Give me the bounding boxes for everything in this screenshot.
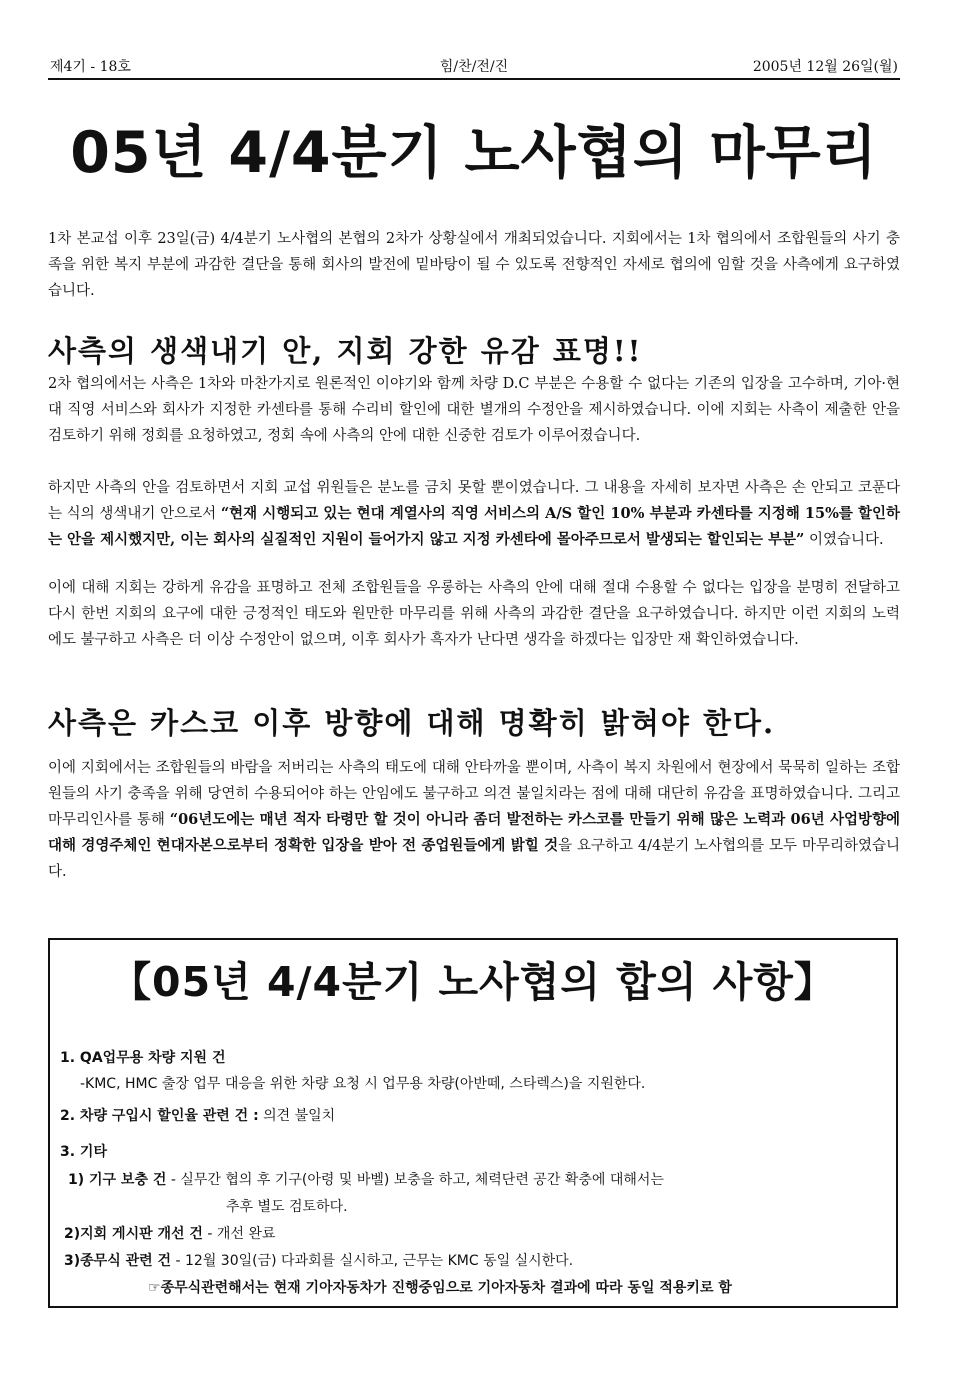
section2-p1-text-a: 이에 지회에서는 조합원들의 바람을 저버리는 사측의 태도에 대해 안타까울 뿐이며, 사측이 복지 차원에서 현장에서 묵묵히 일하는 조합원들의 사기 충족을 위해 당연히 수용되어야 하는 안임에도 불구하고 의견 불일치라는 점에 대해 대단히 유감을 표명하였습니다. 그리고 마무리인사를 통해 xyxy=(48,760,900,828)
section1-p2-text-a: 하지만 사측의 안을 검토하면서 지회 교섭 위원들은 분노를 금치 못할 뿐이였습니다. 그 내용을 자세히 보자면 사측은 손 안되고 코푼다는 식의 생색내기 안으로서 xyxy=(48,480,900,522)
section1-paragraph-3: 이에 대해 지회는 강하게 유감을 표명하고 전체 조합원들을 우롱하는 사측의 안에 대해 절대 수용할 수 없다는 입장을 분명히 전달하고 다시 한번 지회의 요구에 대한 긍정적인 태도와 원만한 마무리를 위해 사측의 과감한 결단을 요구하였습니다. 하지만 이런 지회의 노력에도 불구하고 사측은 더 이상 수정안이 없으며, 이후 회사가 흑자가 난다면 생각을 하겠다는 입장만 재 확인하였습니다. xyxy=(48,580,900,648)
agreement-sub-1: 1) 기구 보충 건 - 실무간 협의 후 기구(아령 및 바벨) 보충을 하고, 체력단련 공간 확충에 대해서는 xyxy=(68,1172,664,1188)
agreement-item-1-detail: -KMC, HMC 출장 업무 대응을 위한 차량 요청 시 업무용 차량(아반떼, 스타렉스)을 지원한다. xyxy=(80,1076,646,1092)
section1-p2-quote: “현재 시행되고 있는 현대 계열사의 직영 서비스의 A/S 할인 10% 부분과 카센타를 지정해 15%를 할인하는 안을 제시했지만, 이는 회사의 실질적인 지원이 들어가지 않고 지정 카센타에 몰아주므로서 발생되는 할인되는 부분” xyxy=(48,505,901,548)
section2-p1-text-c: 을 요구하고 4/4분기 노사협의를 모두 마무리하였습니다. xyxy=(48,838,900,880)
section-title-1: 사측의 생색내기 안, 지회 강한 유감 표명!! xyxy=(48,334,643,368)
agreement-item-3-title: 3. 기타 xyxy=(60,1144,107,1160)
agreement-item-2: 2. 차량 구입시 할인율 관련 건 : 의견 불일치 xyxy=(60,1108,336,1124)
section-title-2: 사측은 카스코 이후 방향에 대해 명확히 밝혀야 한다. xyxy=(48,706,776,740)
page-header xyxy=(48,54,900,80)
agreement-sub-1-cont: 추후 별도 검토하다. xyxy=(226,1199,348,1215)
agreement-box xyxy=(48,938,898,1308)
pointing-hand-icon: ☞ xyxy=(148,1280,161,1296)
publish-date: 2005년 12월 26일(월) xyxy=(752,59,898,75)
section1-paragraph-2 xyxy=(48,475,900,553)
agreement-note: ☞종무식관련해서는 현재 기아자동차가 진행중임으로 기아자동차 결과에 따라 동일 적용키로 함 xyxy=(148,1280,732,1296)
agreement-item-1-title: 1. QA업무용 차량 지원 건 xyxy=(60,1050,226,1066)
slogan: 힘/찬/전/진 xyxy=(439,59,509,75)
section2-paragraph-1 xyxy=(48,755,900,885)
section1-p2-text-c: 이였습니다. xyxy=(804,532,884,548)
agreement-title: 【05년 4/4분기 노사협의 합의 사항】 xyxy=(110,958,836,1006)
agreement-sub-3: 3)종무식 관련 건 - 12월 30일(금) 다과회를 실시하고, 근무는 KMC 동일 실시한다. xyxy=(64,1253,574,1269)
issue-number: 제4기 - 18호 xyxy=(50,59,131,75)
intro-paragraph: 1차 본교섭 이후 23일(금) 4/4분기 노사협의 본협의 2차가 상황실에서 개최되었습니다. 지회에서는 1차 협의에서 조합원들의 사기 충족을 위한 복지 부분에 과감한 결단을 통해 회사의 발전에 밑바탕이 될 수 있도록 전향적인 자세로 협의에 임할 것을 사측에게 요구하였습니다. xyxy=(48,231,900,299)
main-title: 05년 4/4분기 노사협의 마무리 xyxy=(70,120,878,186)
section1-paragraph-1: 2차 협의에서는 사측은 1차와 마찬가지로 원론적인 이야기와 함께 차량 D.C 부분은 수용할 수 없다는 기존의 입장을 고수하며, 기아·현대 직영 서비스와 회사가 지정한 카센타를 통해 수리비 할인에 대한 별개의 수정안을 제시하였습니다. 이에 지회는 사측이 제출한 안을 검토하기 위해 정회를 요청하였고, 정회 속에 사측의 안에 대한 신중한 검토가 이루어졌습니다. xyxy=(48,376,900,444)
agreement-sub-2: 2)지회 게시판 개선 건 - 개선 완료 xyxy=(64,1226,276,1242)
section2-p1-quote: “06년도에는 매년 적자 타령만 할 것이 아니라 좀더 발전하는 카스코를 만들기 위해 많은 노력과 06년 사업방향에 대해 경영주체인 현대자본으로부터 정확한 입장을 받아 전 종업원들에게 밝힐 것 xyxy=(48,811,900,854)
